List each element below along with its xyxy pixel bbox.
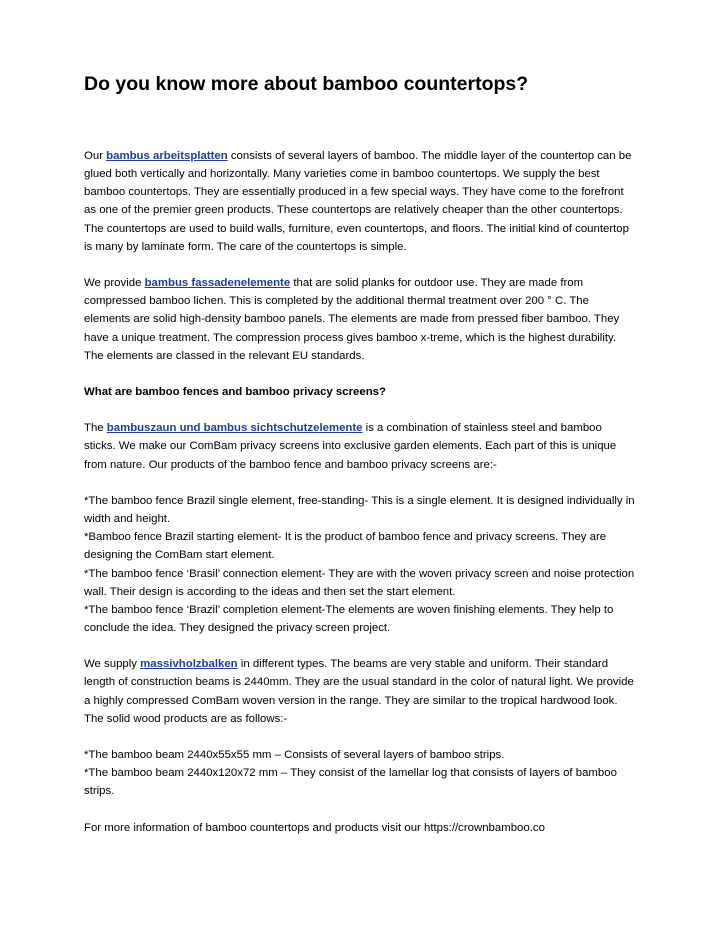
list-item: *The bamboo fence ‘Brasil’ connection element- They are with the woven privacy screen and noise protection wall. Their design is according to the ideas and then set the start element. xyxy=(84,567,635,598)
list-item: *Bamboo fence Brazil starting element- It is the product of bamboo fence and privacy screens. They are designing the ComBam start element. xyxy=(84,531,607,562)
paragraph-text: consists of several layers of bamboo. The middle layer of the countertop can be glued both vertically and horizontally. Many varieties come in bamboo countertops. We supply the best bamboo countertops. They are essentially produced in a few special ways. They have come to the forefront as one of the premier green products. These countertops are relatively cheaper than the other countertops. The countertops are used to build walls, furniture, even countertops, and floors. The initial kind of countertop is many by laminate form. The care of the countertops is simple. xyxy=(84,150,632,253)
link-bambus-arbeitsplatten[interactable]: bambus arbeitsplatten xyxy=(106,150,228,162)
paragraph-fences xyxy=(84,419,636,473)
section-subheading: What are bamboo fences and bamboo privacy screens? xyxy=(84,386,386,398)
link-bambuszaun[interactable]: bambuszaun und bambus sichtschutzelemente xyxy=(106,422,363,435)
page-title: Do you know more about bamboo countertops? xyxy=(84,73,529,95)
paragraph-countertops xyxy=(84,147,636,256)
paragraph-facade-elements xyxy=(84,274,636,365)
list-item: *The bamboo beam 2440x120x72 mm – They consist of the lamellar log that consists of layers of bamboo strips. xyxy=(84,767,617,798)
list-item: *The bamboo fence ‘Brazil’ completion element-The elements are woven finishing elements. They help to conclude the idea. They designed the privacy screen project. xyxy=(84,603,614,634)
paragraph-text: that are solid planks for outdoor use. They are made from compressed bamboo lichen. This is completed by the additional thermal treatment over 200 ° C. The elements are solid high-density bamboo panels. The elements are made from pressed fiber bamboo. They have a unique treatment. The compression process gives bamboo x-treme, which is the highest durability. The elements are classed in the relevant EU standards. xyxy=(84,277,620,362)
fence-item-list xyxy=(84,492,636,637)
paragraph-text: is a combination of stainless steel and bamboo sticks. We make our ComBam privacy screens into exclusive garden elements. Each part of this is unique from nature. Our products of the bamboo fence and bamboo privacy screens are:- xyxy=(84,422,617,471)
list-item: *The bamboo beam 2440x55x55 mm – Consists of several layers of bamboo strips. xyxy=(84,749,505,762)
paragraph-text: Our xyxy=(84,150,107,162)
paragraph-text: We supply xyxy=(84,658,141,671)
link-bambus-fassadenelemente[interactable]: bambus fassadenelemente xyxy=(144,277,291,290)
paragraph-text: in different types. The beams are very stable and uniform. Their standard length of construction beams is 2440mm. They are the usual standard in the color of natural light. We provide a highly compressed ComBam woven version in the range. They are similar to the tropical hardwood look. The solid wood products are as follows:- xyxy=(84,658,634,725)
document-body xyxy=(84,147,636,837)
paragraph-text: We provide xyxy=(84,277,145,290)
paragraph-beams xyxy=(84,655,636,728)
link-massivholzbalken[interactable]: massivholzbalken xyxy=(140,658,238,671)
paragraph-text: The xyxy=(84,422,107,435)
beam-item-list xyxy=(84,746,636,800)
list-item: *The bamboo fence Brazil single element, free-standing- This is a single element. It is designed individually in width and height. xyxy=(84,494,635,526)
closing-paragraph: For more information of bamboo countertops and products visit our https://crownbamboo.co xyxy=(84,821,545,834)
